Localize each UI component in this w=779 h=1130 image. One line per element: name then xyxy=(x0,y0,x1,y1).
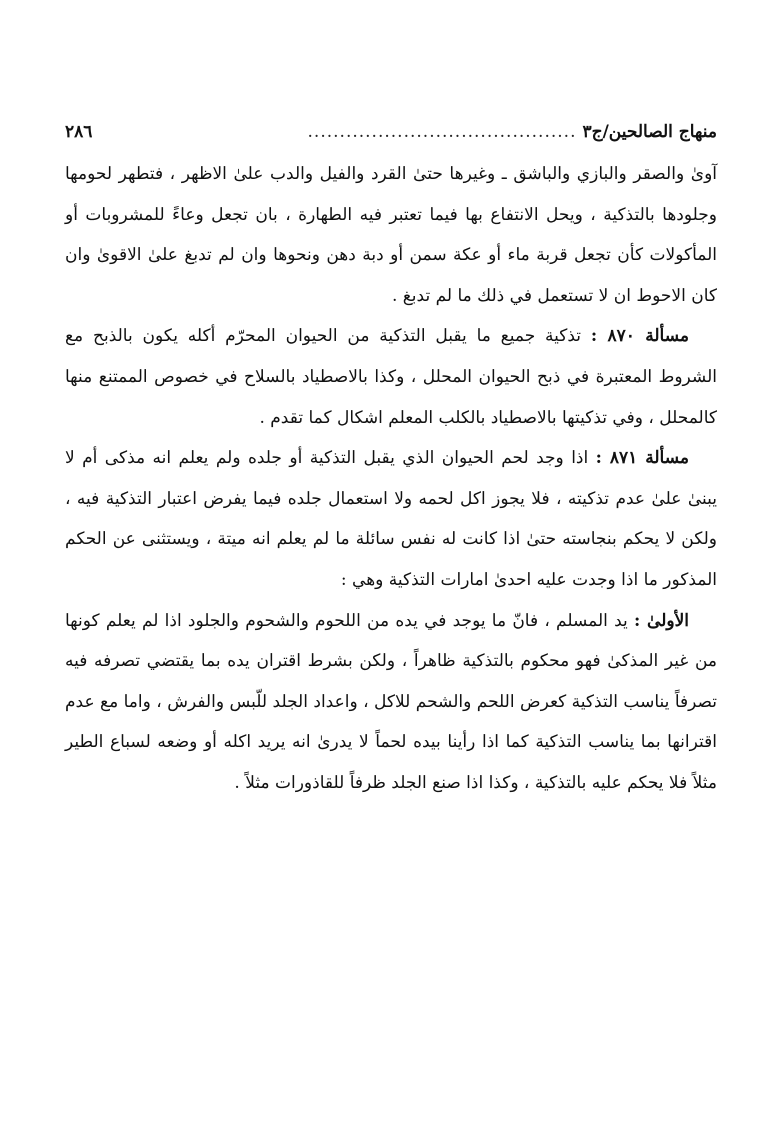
book-page xyxy=(65,118,717,804)
issue-label-870: مسألة ٨٧٠ : xyxy=(590,326,689,347)
paragraph-text: اذا وجد لحم الحيوان الذي يقبل التذكية أو جلده ولم يعلم انه مذكى أم لا يبنىٰ علىٰ عدم تذكيته ، فلا يجوز اكل لحمه ولا استعمال جلده فيما يفرض اعتبار التذكية فيه ، ولكن لا يحكم بنجاسته حتىٰ اذا كانت له نفس سائلة ما لم يعلم انه ميتة ، ويستثنى عن الحكم المذكور ما اذا وجدت عليه احدىٰ امارات التذكية وهي : xyxy=(65,448,717,590)
page-header xyxy=(65,118,717,146)
paragraph-issue-871 xyxy=(65,438,717,600)
paragraph-issue-870 xyxy=(65,316,717,438)
issue-label-871: مسألة ٨٧١ : xyxy=(595,448,689,469)
paragraph-text: يد المسلم ، فانّ ما يوجد في يده من اللحوم والشحوم والجلود اذا لم يعلم كونها من غير المذكىٰ فهو محكوم بالتذكية ظاهراً ، ولكن بشرط اقتران يده بما يقتضي تصرفه فيه تصرفاً يناسب التذكية كعرض اللحم والشحم للاكل ، واعداد الجلد للّبس والفرش ، واما مع عدم اقترانها بما يناسب التذكية كما اذا رأينا بيده لحماً لا يدرىٰ انه يريد اكله أو وضعه لسباع الطير مثلاً فلا يحكم عليه بالتذكية ، وكذا اذا صنع الجلد ظرفاً للقاذورات مثلاً . xyxy=(65,610,717,793)
paragraph-text: تذكية جميع ما يقبل التذكية من الحيوان المحرّم أكله يكون بالذبح مع الشروط المعتبرة في ذبح الحيوان المحلل ، وكذا بالاصطياد بالسلاح في خصوص الممتنع منها كالمحلل ، وفي تذكيتها بالاصطياد بالكلب المعلم اشكال كما تقدم . xyxy=(65,326,717,428)
first-sign-label: الأولىٰ : xyxy=(634,610,690,631)
paragraph-first-sign xyxy=(65,601,717,804)
running-title: منهاج الصالحين/ج٣ xyxy=(582,122,717,142)
paragraph-continuation xyxy=(65,154,717,316)
page-number: ٢٨٦ xyxy=(65,122,93,142)
page-body xyxy=(65,154,717,804)
paragraph-text: آوىٰ والصقر والبازي والباشق ـ وغيرها حتىٰ القرد والفيل والدب علىٰ الاظهر ، فتطهر لحومها وجلودها بالتذكية ، ويحل الانتفاع بها فيما تعتبر فيه الطهارة ، بان تجعل وعاءً للمشروبات أو المأكولات كأن تجعل قربة ماء أو عكة سمن أو دبة دهن ونحوها وان لم تدبغ علىٰ الاقوىٰ وان كان الاحوط ان لا تستعمل في ذلك ما لم تدبغ . xyxy=(65,164,717,306)
header-leader-dots: .......................................... xyxy=(307,122,577,142)
